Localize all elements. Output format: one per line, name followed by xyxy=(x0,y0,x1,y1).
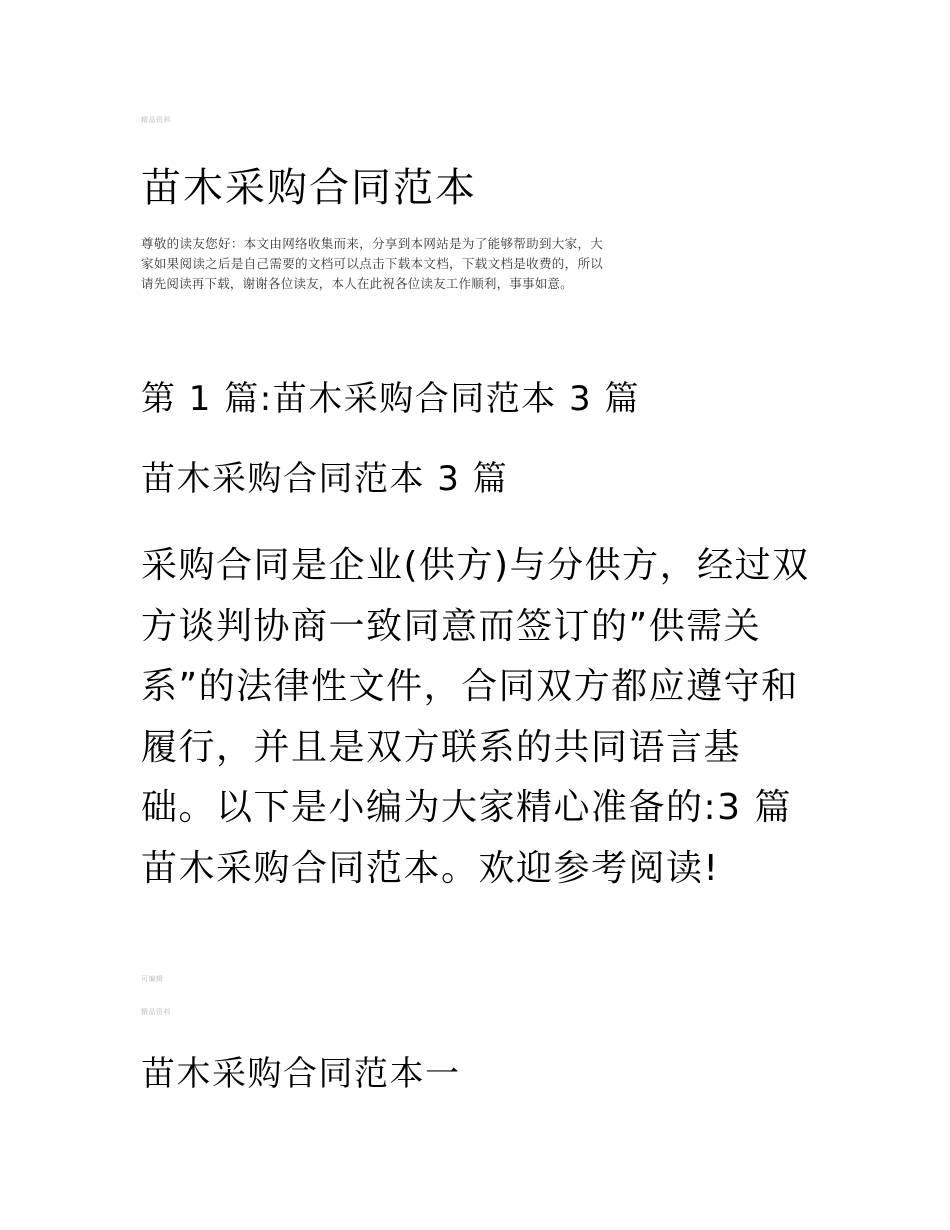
document-title: 苗木采购合同范本 xyxy=(141,165,477,211)
part-heading: 第 1 篇:苗木采购合同范本 3 篇 xyxy=(141,379,640,419)
watermark-second-page: 精品资料 xyxy=(141,1008,171,1016)
sub-heading: 苗木采购合同范本 3 篇 xyxy=(141,459,509,499)
watermark-top: 精品资料 xyxy=(141,116,171,124)
intro-paragraph: 采购合同是企业(供方)与分供方，经过双方谈判协商一致同意而签订的”供需关系”的法律性文件，合同双方都应遵守和履行，并且是双方联系的共同语言基础。以下是小编为大家精心准备的:3 篇苗木采购合同范本。欢迎参考阅读! xyxy=(141,545,810,889)
reader-notice: 尊敬的读友您好：本文由网络收集而来，分享到本网站是为了能够帮助到大家，大家如果阅读之后是自己需要的文档可以点击下载本文档，下载文档是收费的，所以请先阅读再下载，谢谢各位读友，本人在此祝各位读友工作顺利，事事如意。 xyxy=(141,236,603,291)
section-heading: 苗木采购合同范本一 xyxy=(141,1054,461,1094)
watermark-editable: 可编辑 xyxy=(141,975,164,983)
